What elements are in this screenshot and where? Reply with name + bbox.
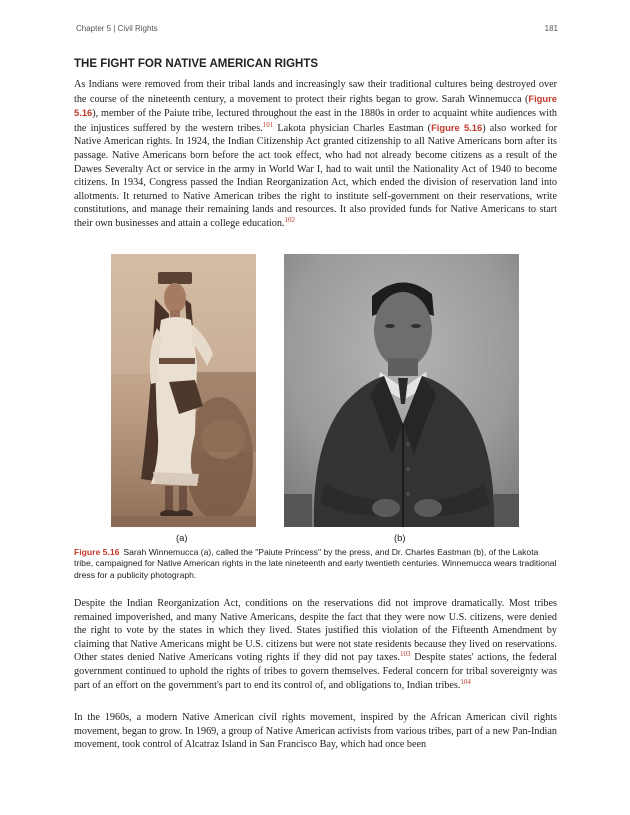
figure-reference-link[interactable]: Figure 5.16 [431,121,483,133]
figure-caption-text: Sarah Winnemucca (a), called the "Paiute Princess" by the press, and Dr. Charles Eastman (b), of the Lakota tribe, campaigned for Native American rights in the late nineteenth and early twentieth centuries. Winnemucca wears traditional dress for a publicity photograph. [74,547,557,580]
figure-reference-link[interactable]: Figure 5.16 [74,92,557,119]
paragraph-2: Despite the Indian Reorganization Act, conditions on the reservations did not improve dramatically. Most tribes remained impoverished, and many Native Americans, despite the fact that they were now U.S. citizens, were denied the right to vote by the states in which they lived. States justified this violation of the Fifteenth Amendment by claiming that Native Americans might be U.S. citizens but were not state residents because they lived on reservations. Other states denied Native Americans voting rights if they did not pay taxes.$^{103}$ Despite states' actions, the federal government continued to uphold the rights of tribes to govern themselves. Federal concern for tribal sovereignty was part of an effort on the government's part to end its control of, and obligations to, Indian tribes.$^{104}$ [74,598,557,691]
footnote-link[interactable]: 104 [460,677,471,686]
figure-label-b: (b) [394,532,406,543]
running-header-chapter: Chapter 5 | Civil Rights [76,24,158,33]
page-number: 181 [544,24,558,33]
paragraph-3: In the 1960s, a modern Native American civil rights movement, inspired by the African American civil rights movement, began to grow. In 1969, a group of Native American activists from various tribes, part of a new Pan-Indian movement, took control of Alcatraz Island in San Francisco Bay, which had once been [74,712,557,751]
footnote-link[interactable]: 101 [262,120,274,129]
footnote-link[interactable]: 102 [284,215,295,224]
paragraph-1: As Indians were removed from their tribal lands and increasingly saw their traditional cultures being destroyed over the course of the nineteenth century, a movement to protect their rights began to grow. Sarah Winnemucca (Figure 5.16), member of the Paiute tribe, lectured throughout the east in the 1880s in order to acquaint white audiences with the injustices suffered by the western tribes.$^{101}$ Lakota physician Charles Eastman (Figure 5.16) also worked for Native American rights. In 1924, the Indian Citizenship Act granted citizenship to all Native Americans born after its passage. Native Americans born before the act took effect, who had not already become citizens as a result of the Dawes Severalty Act or service in the army in World War I, had to wait until the Nationality Act of 1940 to become citizens. In 1934, Congress passed the Indian Reorganization Act, which ended the division of reservation land into allotments. It returned to Native American tribes the right to institute self-government on their reservations, write constitutions, and manage their remaining lands and resources. It also provided funds for Native Americans to start their own businesses and attain a college education.$^{102}$ [74,79,557,229]
figure-label-a: (a) [176,532,188,543]
section-title: THE FIGHT FOR NATIVE AMERICAN RIGHTS [74,58,319,70]
photo-sarah-winnemucca [111,254,256,527]
figure-caption [74,547,557,581]
photo-charles-eastman [284,254,519,527]
footnote-link[interactable]: 103 [400,650,411,659]
figure-caption-label: Figure 5.16 [74,547,120,557]
